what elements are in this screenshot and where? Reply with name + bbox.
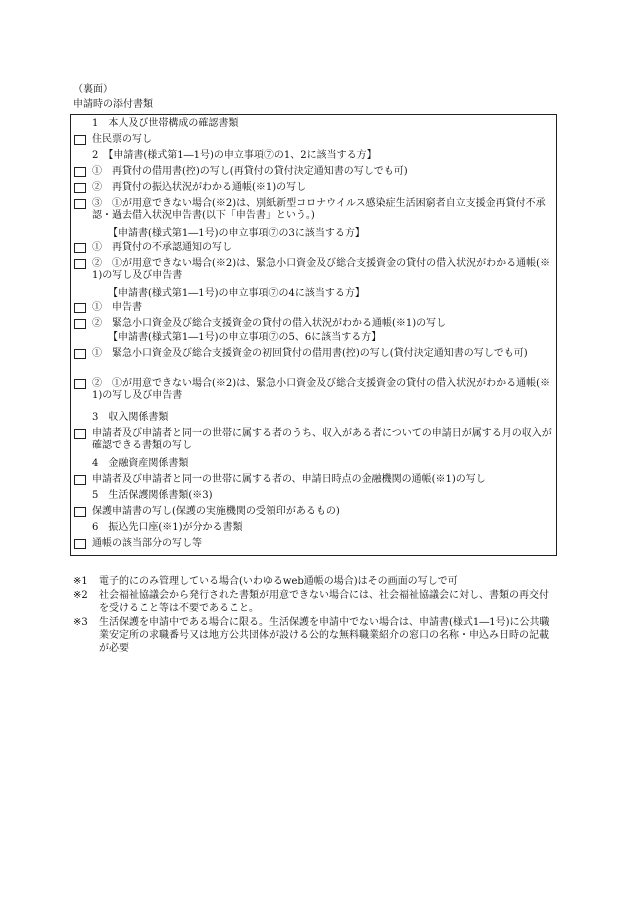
checklist-heading	[71, 118, 556, 130]
checklist-text: 5 生活保護関係書類(※3)	[92, 490, 213, 501]
spacer	[74, 228, 86, 240]
checkbox[interactable]	[74, 539, 86, 549]
checklist-heading	[71, 412, 556, 424]
checkbox[interactable]	[74, 167, 86, 177]
checklist-item[interactable]	[71, 474, 556, 486]
spacer	[74, 332, 86, 344]
spacer	[74, 412, 86, 424]
footnotes	[73, 575, 557, 656]
checklist-text: 2 【申請書(様式第1―1号)の申立事項⑦の1、2に該当する方】	[92, 150, 377, 161]
checklist-text: ② 緊急小口資金及び総合支援資金の貸付の借入状況がわかる通帳(※1)の写し	[92, 318, 447, 329]
checklist-item[interactable]	[71, 318, 556, 330]
spacer	[74, 288, 86, 300]
checklist-text: 通帳の該当部分の写し等	[92, 538, 202, 549]
checkbox[interactable]	[74, 475, 86, 485]
checklist-text: 3 収入関係書類	[92, 412, 169, 423]
spacer	[74, 118, 86, 130]
footnote-mark: ※2	[73, 590, 88, 601]
checklist-item[interactable]	[71, 182, 556, 194]
checklist-text: ② 再貸付の振込状況がわかる通帳(※1)の写し	[92, 182, 307, 193]
checklist-heading	[71, 288, 556, 300]
footnote-mark: ※1	[73, 576, 88, 587]
checklist-heading	[71, 332, 556, 344]
checkbox[interactable]	[74, 183, 86, 193]
checklist-item[interactable]	[71, 506, 556, 518]
checklist-text: 【申請書(様式第1―1号)の申立事項⑦の4に該当する方】	[108, 288, 365, 299]
checklist-text: ② ①が用意できない場合(※2)は、緊急小口資金及び総合支援資金の貸付の借入状況がわかる通帳(※1)の写し及び申告書	[92, 258, 551, 281]
page-title: 申請時の添付書類	[73, 99, 153, 110]
checklist-item[interactable]	[71, 348, 556, 360]
footnote	[73, 616, 557, 655]
spacer	[74, 458, 86, 470]
checklist-item[interactable]	[71, 302, 556, 314]
checklist-item[interactable]	[71, 378, 556, 402]
checkbox[interactable]	[74, 319, 86, 329]
checklist-item[interactable]	[71, 166, 556, 178]
checklist-text: 【申請書(様式第1―1号)の申立事項⑦の3に該当する方】	[108, 228, 365, 239]
footnote-text: 社会福祉協議会から発行された書類が用意できない場合には、社会福祉協議会に対し、書類の再交付を受けること等は不要であること。	[99, 590, 549, 614]
checklist-heading	[71, 228, 556, 240]
checklist-heading	[71, 458, 556, 470]
checkbox[interactable]	[74, 379, 86, 389]
checklist-heading	[71, 150, 556, 162]
checkbox[interactable]	[74, 507, 86, 517]
checklist-item[interactable]	[71, 198, 556, 222]
checklist-text: 申請者及び申請者と同一の世帯に属する者のうち、収入がある者についての申請日が属する月の収入が確認できる書類の写し	[92, 428, 552, 451]
checklist-heading	[71, 490, 556, 502]
footnote-mark: ※3	[73, 617, 88, 628]
checklist-text: 保護申請書の写し(保護の実施機関の受領印があるもの)	[92, 506, 340, 517]
page-side-label: （裏面）	[73, 84, 113, 95]
attachment-checklist	[70, 114, 557, 556]
checklist-item[interactable]	[71, 258, 556, 282]
checklist-heading	[71, 522, 556, 534]
checkbox[interactable]	[74, 259, 86, 269]
checklist-item[interactable]	[71, 538, 556, 550]
checklist-text: ① 申告書	[92, 302, 142, 313]
checklist-text: 住民票の写し	[92, 134, 152, 145]
checkbox[interactable]	[74, 303, 86, 313]
checklist-text: ② ①が用意できない場合(※2)は、緊急小口資金及び総合支援資金の貸付の借入状況がわかる通帳(※1)の写し及び申告書	[92, 378, 551, 401]
checkbox[interactable]	[74, 429, 86, 439]
footnote-text: 生活保護を申請中である場合に限る。生活保護を申請中でない場合は、申請書(様式1―1号)に公共職業安定所の求職番号又は地方公共団体が設ける公的な無料職業紹介の窓口の名称・申込み日時の記載が必要	[99, 617, 550, 654]
checkbox[interactable]	[74, 135, 86, 145]
spacer	[74, 150, 86, 162]
checklist-text: 6 振込先口座(※1)が分かる書類	[92, 522, 243, 533]
footnote	[73, 575, 557, 588]
checklist-text: 【申請書(様式第1―1号)の申立事項⑦の5、6に該当する方】	[108, 332, 382, 343]
checklist-text: ① 再貸付の借用書(控)の写し(再貸付の貸付決定通知書の写しでも可)	[92, 166, 408, 177]
checklist-text: ① 再貸付の不承認通知の写し	[92, 242, 232, 253]
checklist-item[interactable]	[71, 428, 556, 452]
spacer	[74, 490, 86, 502]
checklist-text: ① 緊急小口資金及び総合支援資金の初回貸付の借用書(控)の写し(貸付決定通知書の写しでも可)	[92, 348, 528, 359]
footnote-text: 電子的にのみ管理している場合(いわゆるweb通帳の場合)はその画面の写しで可	[99, 576, 458, 587]
checklist-text: 4 金融資産関係書類	[92, 458, 189, 469]
footnote	[73, 589, 557, 615]
spacer	[74, 522, 86, 534]
checkbox[interactable]	[74, 349, 86, 359]
checklist-item[interactable]	[71, 242, 556, 254]
checklist-item[interactable]	[71, 134, 556, 146]
checklist-text: 1 本人及び世帯構成の確認書類	[92, 118, 239, 129]
checklist-text: ③ ①が用意できない場合(※2)は、別紙新型コロナウイルス感染症生活困窮者自立支援金再貸付不承認・過去借入状況申告書(以下「申告書」という。)	[92, 198, 546, 221]
checkbox[interactable]	[74, 243, 86, 253]
checkbox[interactable]	[74, 199, 86, 209]
checklist-text: 申請者及び申請者と同一の世帯に属する者の、申請日時点の金融機関の通帳(※1)の写し	[92, 474, 486, 485]
